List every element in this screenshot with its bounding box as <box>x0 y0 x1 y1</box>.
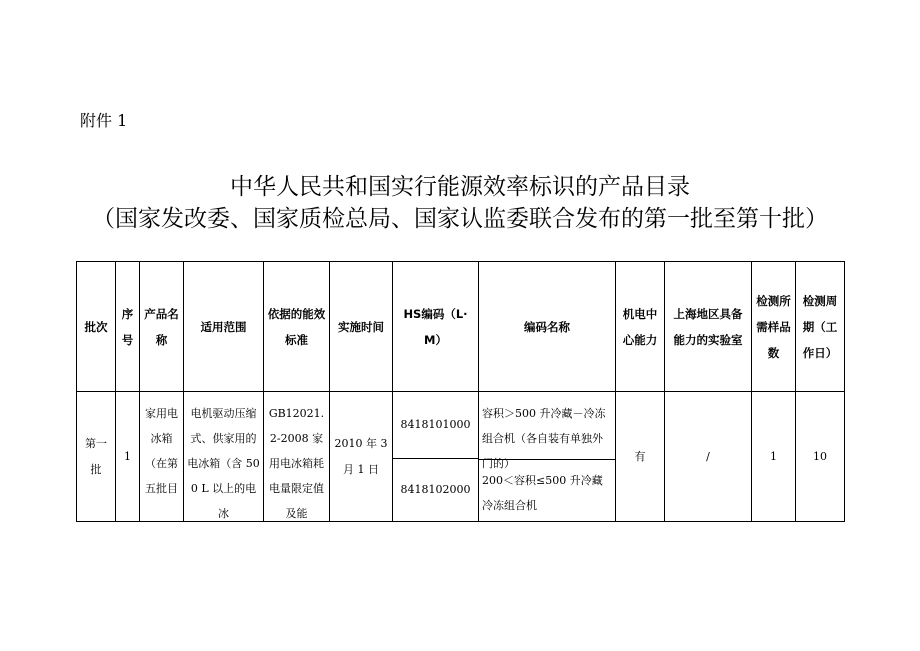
code-name-1: 容积＞500 升冷藏－冷冻组合机（各自装有单独外门的） <box>482 406 606 470</box>
header-lab: 上海地区具备能力的实验室 <box>665 262 752 392</box>
cell-samples: 1 <box>752 392 796 522</box>
cell-lab: / <box>665 392 752 522</box>
document-subtitle: （国家发改委、国家质检总局、国家认监委联合发布的第一批至第十批） <box>92 206 828 232</box>
cell-product-text: 家用电冰箱（在第五批目 <box>145 406 178 495</box>
cell-seq: 1 <box>116 392 140 522</box>
cell-batch: 第一批 <box>77 392 116 522</box>
cell-date: 2010 年 3 月 1 日 <box>330 392 393 522</box>
header-scope: 适用范围 <box>184 262 264 392</box>
hs-code-2: 8418102000 <box>393 458 478 521</box>
header-batch: 批次 <box>77 262 116 392</box>
hs-code-1: 8418101000 <box>400 418 471 431</box>
attachment-label: 附件 1 <box>80 111 128 130</box>
header-product: 产品名称 <box>140 262 184 392</box>
header-code-name: 编码名称 <box>479 262 616 392</box>
cell-scope-text: 电机驱动压缩式、供家用的电冰箱（含 500 L 以上的电冰 <box>187 406 260 520</box>
header-standard: 依据的能效标准 <box>264 262 330 392</box>
header-hs-code: HS编码（L·M） <box>393 262 479 392</box>
cell-capability: 有 <box>616 392 665 522</box>
header-capability: 机电中心能力 <box>616 262 665 392</box>
header-seq: 序号 <box>116 262 140 392</box>
table-row <box>77 392 845 522</box>
cell-standard <box>264 392 330 522</box>
table-header-row <box>77 262 845 392</box>
cell-hs-codes <box>393 392 479 522</box>
header-samples: 检测所需样品数 <box>752 262 796 392</box>
header-period: 检测周期（工作日） <box>796 262 845 392</box>
cell-period: 10 <box>796 392 845 522</box>
document-title: 中华人民共和国实行能源效率标识的产品目录 <box>230 174 690 200</box>
cell-standard-text: GB12021.2-2008 家用电冰箱耗电量限定值及能 <box>268 406 325 520</box>
cell-scope <box>184 392 264 522</box>
code-name-2: 200＜容积≤500 升冷藏冷冻组合机 <box>479 459 615 521</box>
cell-code-names <box>479 392 616 522</box>
cell-product <box>140 392 184 522</box>
header-date: 实施时间 <box>330 262 393 392</box>
product-catalog-table <box>76 261 845 522</box>
